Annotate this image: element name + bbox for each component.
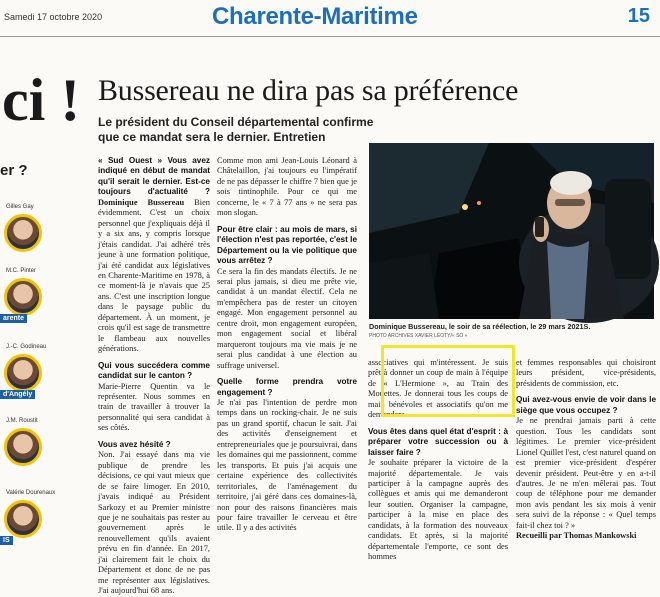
neighbour-headline-fragment: ci !: [2, 67, 81, 133]
candidate-name: Valérie Dourenaux: [6, 490, 56, 496]
highlight-box: [381, 345, 515, 417]
byline: Recueilli par Thomas Mankowski: [516, 531, 637, 541]
page-header: [0, 0, 660, 37]
article-column-2: [217, 156, 357, 534]
candidate-name: J.M. Roustit: [6, 418, 38, 424]
interview-answer: Bien évidemment. C'est un choix personnel que j'expliquais déjà il y a six ans, y compris lorsque j'étais candidat. J'ai adhéré très jeune à une formation politique, j'ai été candidat aux législatives en Charente-Maritime en 1978, à ce moment-là je n'avais que 25 ans. C'est une inscription longue dans le paysage public du département. À un moment, je crois qu'il est sage de transmettre le flambeau aux nouvelles générations.: [98, 197, 210, 354]
article-column-4: [516, 358, 656, 542]
interview-answer: Marie-Pierre Quentin va le représenter. Nous sommes en train de travailler à trouver la personnalité qui sera candidat à ses côtés.: [98, 381, 210, 433]
interview-question: Qui avez-vous envie de voir dans le siège que vous occupez ?: [516, 395, 656, 415]
candidate-photo: [4, 354, 42, 392]
article-photo: [369, 143, 654, 319]
candidate-name: M.C. Pinter: [6, 268, 37, 274]
question-source: « Sud Ouest »: [98, 156, 168, 165]
interview-question: Vous avez indiqué en début de mandat qu'il serait le dernier. Est-ce toujours d'actualité ?: [98, 156, 211, 197]
page-number: 15: [627, 5, 650, 27]
photo-caption: Dominique Bussereau, le soir de sa réélection, le 29 mars 2021S.: [369, 322, 591, 331]
interview-question: Vous avez hésité ?: [98, 439, 171, 449]
photo-credit: PHOTO ARCHIVES XAVIER LÉOTY/« SO »: [369, 333, 468, 339]
interview-answer: Non. J'ai essayé dans ma vie publique de prendre les décisions, ce qui vaut mieux que de se faire limoger. En 2010, j'avais indiqué au Président Sarkozy et au Premier ministre que je ne souhaitais pas rester au gouvernement après le renouvellement qu'ils avaient prévu en fin d'année. En 2017, j'ai clairement fait le choix du Département et donc de ne pas me représenter aux législatives. J'ai aujourd'hui 68 ans.: [98, 450, 210, 596]
interview-answer: Je n'ai pas l'intention de perdre mon temps dans un rocking-chair. Je ne suis pas un grand sportif, chacun le sait. J'ai des activités d'enseignement et entrepreneuriales que je poursuivrai, dans les domaines qui me passionnent, comme les transports. Et puis j'ai acquis une certaine expérience des collectivités territoriales, de l'aménagement du territoire, j'ai géré dans ces domaines-là, non pour des raisons financières mais pour faire travailler le cerveau et être utile. Il y a des activités: [217, 397, 357, 533]
candidate-photo: [4, 500, 42, 538]
interview-answer: Ce sera la fin des mandats électifs. Je ne serai plus jamais, si dieu me prête vie, candidat à un mandat électif. Cela ne m'empêchera pas de rester un citoyen engagé. Mon engagement personnel au centre droit, mon engagement européen, mon engagement social et libéral marqueront toujours ma vie mais je ne serai plus candidat à une élection au suffrage universel.: [217, 266, 357, 370]
interview-question: Pour être clair : au mois de mars, si l'élection n'est pas reportée, c'est le Département ou la vie politique que vous arrêtez ?: [217, 224, 357, 266]
article-standfirst: Le président du Conseil départemental confirme que ce mandat sera le dernier. Entretien: [98, 115, 374, 144]
candidate-name: J.-C. Godineau: [6, 344, 47, 350]
interview-answer: Comme mon ami Jean-Louis Léonard à Châtelaillon, j'ai toujours eu l'impératif de ne pas dépasser le chiffre 7 bien que je sois tintinophile. Pour ce qui me concerne, le « 7 à 77 ans » ne sera pas mon slogan.: [217, 156, 357, 218]
interview-question: Vous êtes dans quel état d'esprit : à préparer votre succession ou à laisser faire ?: [368, 426, 508, 457]
interview-answer: et femmes responsables qui choisiront leurs président, vice-présidents, présidents de commission, etc.: [516, 358, 656, 388]
interviewee-name: Dominique Bussereau: [98, 197, 185, 207]
candidate-photo: [4, 214, 42, 252]
canton-tag: arente: [0, 314, 27, 323]
interview-answer: Je ne prendrai jamais parti à cette question. Tous les candidats sont légitimes. Le premier vice-président Lionel Quillet l'est, c'est naturel quand on est premier vice-président d'espérer devenir président. Peut-être y en a-t-il d'autres. Je ne m'en mêlerai pas. Tout coup de téléphone pour me demander mon avis pendant les six mois à venir sera suivi de la réponse : « Quel temps fait-il chez toi ? »: [516, 416, 656, 530]
candidate-portrait-1: [0, 204, 48, 264]
candidate-portrait-2: [0, 268, 48, 328]
article-headline: Bussereau ne dira pas sa préférence: [98, 74, 519, 107]
candidate-name: Gilles Gay: [6, 204, 34, 210]
interview-question: Qui vous succédera comme candidat sur le canton ?: [98, 360, 210, 381]
neighbouring-article-strip: [0, 36, 81, 572]
issue-date: Samedi 17 octobre 2020: [4, 12, 103, 22]
neighbour-question-fragment: er ?: [0, 162, 28, 179]
section-title: Charente-Maritime: [212, 3, 418, 30]
interview-question: Quelle forme prendra votre engagement ?: [217, 377, 357, 397]
candidate-portrait-5: [0, 490, 56, 550]
canton-tag: IS: [0, 536, 13, 545]
candidate-portrait-4: [0, 418, 48, 478]
candidate-photo: [4, 428, 42, 466]
interview-answer: Je souhaite préparer la victoire de la majorité départementale. Je vais participer à la campagne auprès des collègues et amis qui me demanderont leur soutien. Organiser la campagne, participer à la mise en place des candidats, à la formation des nouveaux candidats. Et après, si la majorité départementale l'emporte, ce sont des hommes: [368, 458, 508, 562]
article-column-1: [98, 156, 210, 597]
canton-tag: d'Angély: [0, 390, 35, 399]
candidate-photo: [4, 278, 42, 316]
car-interior-photo: [369, 143, 654, 319]
interview-answer: associatives qui m'intéressent. Je suis prêt à donner un coup de main à l'équipe de « L'Hermione », au Train des Mouettes. Je donnerai tous les coups de main bénévoles et associatifs qu'on me demandera.: [368, 358, 508, 420]
candidate-portrait-3: [0, 344, 48, 404]
